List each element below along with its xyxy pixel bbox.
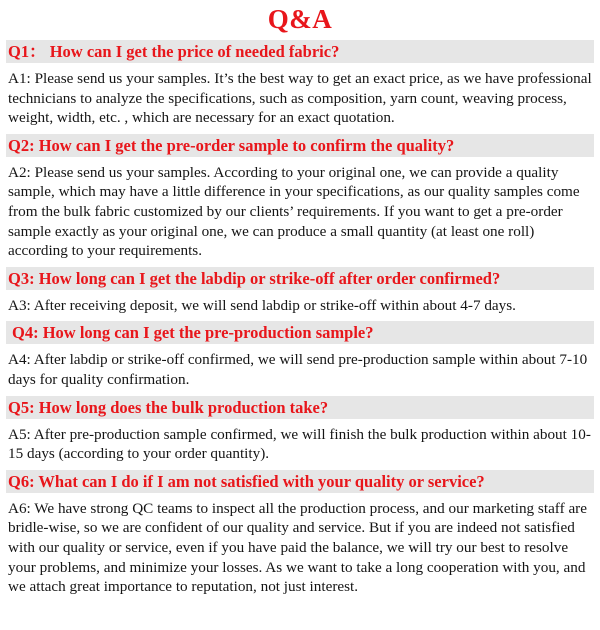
answer-6: A6: We have strong QC teams to inspect all the production process, and our marketing staff are bridle-wise, so we are confident of our quality and service. But if you are indeed not satisfied with our quality or service, even if you have paid the balance, we will try our best to resolve your problems, and minimize your losses. As we want to take a long cooperation with you, and we attach great importance to reputation, not just interest. bbox=[8, 499, 587, 596]
question-4: Q4: How long can I get the pre-production sample? bbox=[6, 321, 594, 344]
question-6: Q6: What can I do if I am not satisfied with your quality or service? bbox=[6, 470, 594, 493]
answer-5: A5: After pre-production sample confirmed, we will finish the bulk production within about 10-15 days (according to your order quantity). bbox=[8, 425, 591, 463]
qa-page bbox=[0, 2, 600, 630]
page-title: Q&A bbox=[267, 4, 333, 34]
question-5: Q5: How long does the bulk production take? bbox=[6, 396, 594, 419]
qa-item-4 bbox=[6, 321, 594, 389]
answer-2: A2: Please send us your samples. According to your original one, we can provide a quality sample, which may have a little difference in your specifications, as our quality samples come from the bulk fabric customized by our clients’ requirements. If you want to get a pre-order sample exactly as your original one, we can produce a small quantity (at least one roll) according to your requirements. bbox=[8, 163, 580, 260]
question-1: Q1： How can I get the price of needed fabric? bbox=[6, 40, 594, 63]
qa-item-3 bbox=[6, 267, 594, 316]
qa-item-2 bbox=[6, 134, 594, 261]
answer-4: A4: After labdip or strike-off confirmed, we will send pre-production sample within about 7-10 days for quality confirmation. bbox=[8, 351, 588, 388]
answer-3: A3: After receiving deposit, we will send labdip or strike-off within about 4-7 days. bbox=[8, 296, 516, 314]
qa-item-6 bbox=[6, 470, 594, 597]
answer-1: A1: Please send us your samples. It’s the best way to get an exact price, as we have professional technicians to analyze the specifications, such as composition, yarn count, weaving process, weight, width, etc. , which are necessary for an exact quotation. bbox=[8, 70, 592, 127]
qa-item-5 bbox=[6, 396, 594, 464]
question-2: Q2: How can I get the pre-order sample to confirm the quality? bbox=[6, 134, 594, 157]
question-3: Q3: How long can I get the labdip or strike-off after order confirmed? bbox=[6, 267, 594, 290]
qa-item-1 bbox=[6, 40, 594, 128]
